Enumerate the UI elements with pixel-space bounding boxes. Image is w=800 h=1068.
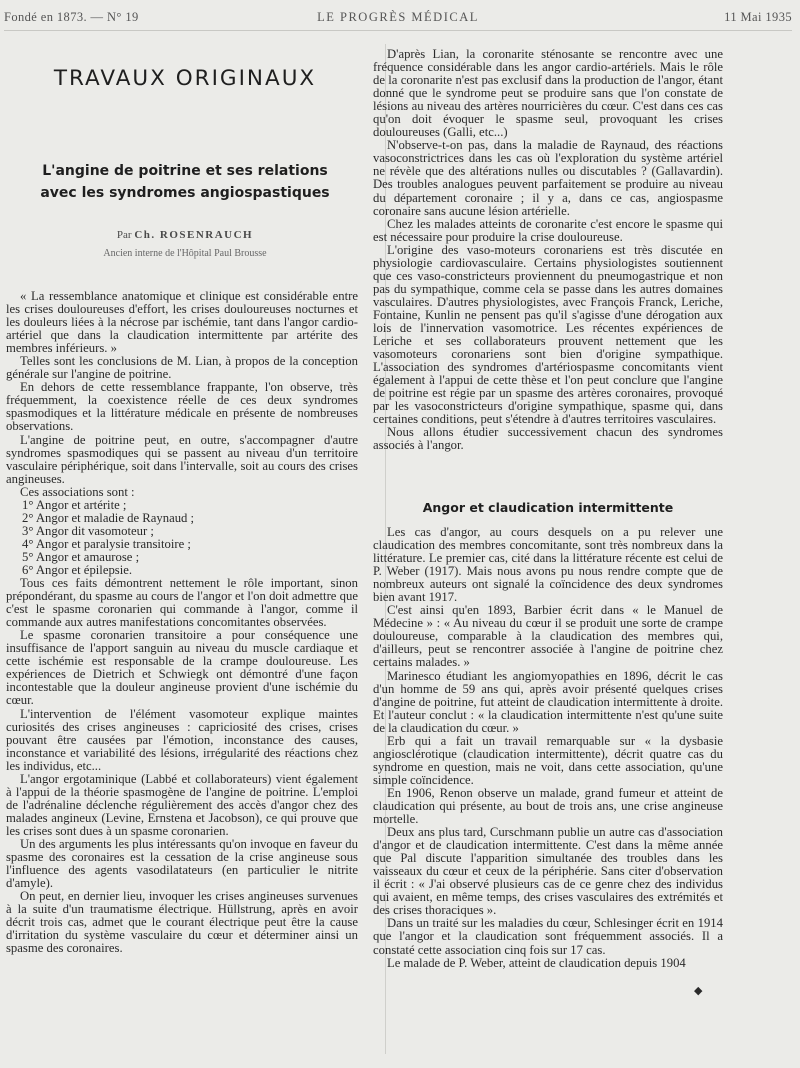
list-item: 3° Angor dit vasomoteur ; — [22, 523, 154, 538]
paragraph: C'est ainsi qu'en 1893, Barbier écrit dans « le Manuel de Médecine » : « Au niveau du cœur il se produit une sorte de crampe douloureuse, comparable à la claudication des membres qui, d'ailleurs, peut se rencontrer associée à l'angine de poitrine chez certains malades. » — [373, 603, 723, 670]
byline-prefix: Par — [116, 229, 132, 241]
running-header — [4, 8, 792, 31]
paragraph: En 1906, Renon observe un malade, grand fumeur et atteint de claudication qui présente, au bout de trois ans, une crise angineuse mortelle. — [373, 785, 723, 827]
paragraph: Marinesco étudiant les angiomyopathies en 1896, décrit le cas d'un homme de 59 ans qui, après avoir présenté quelques crises d'angine de poitrine, fut atteint de claudication intermittente à droite. Et l'auteur conclut : « la claudication intermittente n'est qu'une suite de la claudication du cœur. » — [373, 668, 723, 735]
paragraph: Le spasme coronarien transitoire a pour conséquence une insuffisance de l'apport sanguin au niveau du muscle cardiaque et cette ischémie est responsable de la crampe douloureuse. Les expériences de Dietrich et Schwiegk ont démontré d'une façon incontestable que la douleur angineuse provient d'une ischémie du cœur. — [6, 628, 358, 708]
author-affiliation: Ancien interne de l'Hôpital Paul Brousse — [103, 248, 267, 259]
journal-title: LE PROGRÈS MÉDICAL — [317, 10, 479, 24]
section-title: TRAVAUX ORIGINAUX — [53, 66, 317, 91]
paragraph: L'angor ergotaminique (Labbé et collaborateurs) vient également à l'appui de la théorie spasmogène de l'angine de poitrine. L'emploi de l'adrénaline déclenche régulièrement des accès d'angor chez des malades angineux (Levine, Ernstena et Jacobson), ce qui prouve que les crises sont dues à un spasme coronarien. — [6, 771, 358, 838]
founded-issue: Fondé en 1873. — N° 19 — [4, 10, 139, 24]
article-title-line-1: L'angine de poitrine et ses relations — [42, 163, 328, 179]
paragraph: D'après Lian, la coronarite sténosante se rencontre avec une fréquence considérable dans les angor cardio-artériels. Mais le rôle de la coronarite n'est pas exclusif dans la production de l'angor, étant donné que le syndrome peut se produire sans que l'on constate de lésions au niveau des artères nourricières du cœur. C'est dans ces cas qu'on doit évoquer le spasme seul, provoquant les crises douloureuses (Galli, etc...) — [373, 47, 723, 140]
paragraph: Telles sont les conclusions de M. Lian, à propos de la conception générale sur l'angine de poitrine. — [6, 354, 358, 382]
paragraph: En dehors de cette ressemblance frappante, l'on observe, très fréquemment, la coexistence réelle de ces deux syndromes spasmodiques et la littérature médicale en présente de nombreuses observations. — [6, 380, 358, 434]
paragraph: Dans un traité sur les maladies du cœur, Schlesinger écrit en 1914 que l'angor et la claudication sont fréquemment associés. Il a constaté cette association cinq fois sur 17 cas. — [373, 916, 723, 957]
paragraph: On peut, en dernier lieu, invoquer les crises angineuses survenues à la suite d'un traumatisme électrique. Hüllstrung, après en avoir décrit trois cas, admet que le courant électrique peut être la cause d'irritation du système vasculaire du cœur et déterminer ainsi un spasme des coronaires. — [6, 889, 358, 956]
paragraph: Tous ces faits démontrent nettement le rôle important, sinon prépondérant, du spasme au cours de l'angor et l'on doit admettre que c'est le spasme coronarien qui commande à l'angor, comme il commande aux autres manifestations concomitantes observées. — [6, 576, 358, 630]
list-item: 5° Angor et amaurose ; — [22, 549, 140, 564]
article-title — [10, 160, 360, 204]
paragraph: Un des arguments les plus intéressants qu'on invoque en faveur du spasme des coronaires est la cessation de la crise angineuse sous l'influence des agents vasodilatateurs (en particulier le nitrite d'amyle). — [6, 836, 358, 891]
paragraph: Chez les malades atteints de coronarite c'est encore le spasme qui est nécessaire pour produire la crise douloureuse. — [373, 216, 723, 244]
paragraph: Deux ans plus tard, Curschmann publie un autre cas d'association d'angor et de claudication intermittente. C'est dans la même année que Pal discute l'apparition simultanée des troubles dans les vaisseaux du cœur et ceux de la périphérie. Sans citer d'observation il écrit : « J'ai observé plusieurs cas de ce genre chez des individus qui avaient, en même temps, des crises vasculaires des extrémités et des crises thoraciques ». — [373, 825, 723, 918]
opening-quote: « La ressemblance anatomique et clinique est considérable entre les crises douloureuses d'effort, les crises douloureuses nocturnes et les douleurs liées à la nécrose par ischémie, tant dans l'angor cardio-artériel que dans la claudication intermittente par artérite des membres inférieurs. » — [6, 289, 358, 356]
list-item: 6° Angor et épilepsie. — [22, 562, 133, 577]
right-column-bottom — [373, 526, 723, 970]
subsection-heading: Angor et claudication intermittente — [422, 500, 674, 515]
list-item: 1° Angor et artérite ; — [22, 497, 127, 512]
list-item: 4° Angor et paralysie transitoire ; — [22, 536, 191, 551]
paragraph: N'observe-t-on pas, dans la maladie de Raynaud, des réactions vasoconstrictrices dans les cas où l'exploration du système artériel ne révèle que des altérations nulles ou discutables ? (Gallavardin). Des troubles analogues peuvent parfaitement se produire au niveau du département coronaire ; il y a, dans ce cas, angiospasme coronaire sans aucune lésion artérielle. — [373, 138, 723, 218]
paragraph: Le malade de P. Weber, atteint de claudication depuis 1904 — [387, 955, 686, 970]
paragraph: Erb qui a fait un travail remarquable sur « la dysbasie angiosclérotique (claudication intermittente), décrit quatre cas du syndrome en question, mais ne voit, dans cette association, qu'une simple coïncidence. — [373, 733, 723, 787]
author-name: Ch. ROSENRAUCH — [134, 229, 254, 241]
list-item: 2° Angor et maladie de Raynaud ; — [22, 510, 195, 525]
end-mark: ◆ — [694, 985, 703, 997]
paragraph: L'intervention de l'élément vasomoteur explique maintes curiosités des crises angineuses : capriciosité des crises, crises pouvant être causées par l'émotion, inconstance des causes, inconstance et variabilité des lésions, irrégularité des réactions chez les individus, etc... — [6, 706, 358, 773]
issue-date: 11 Mai 1935 — [724, 10, 792, 24]
paragraph: Nous allons étudier successivement chacun des syndromes associés à l'angor. — [373, 425, 723, 453]
list-intro: Ces associations sont : — [20, 484, 135, 499]
article-title-line-2: avec les syndromes angiospastiques — [40, 185, 330, 201]
association-list — [6, 499, 358, 577]
byline — [10, 229, 360, 241]
right-column-top — [373, 48, 723, 452]
paragraph: L'origine des vaso-moteurs coronariens est très discutée en physiologie cardiovasculaire. Certains physiologistes soutiennent que ces vaso-constricteurs proviennent du pneumogastrique et non pas du sympathique, comme cela se passe dans les autres domaines vasculaires. D'autres physiologistes, avec François Franck, Leriche, Fontaine, Kunlin ne pensent pas qu'il s'agisse d'une dérogation aux lois de l'innervation vasomotrice. Les récentes expériences de Leriche et ses collaborateurs prouvent nettement que les vasomoteurs coronariens sont bien d'origine sympathique. L'association des syndromes d'artériospasme concomitants vient également à l'appui de cette thèse et l'on peut conclure que l'angine de poitrine est régie par un spasme des artères coronaires, provoqué par les vasoconstricteurs d'origine sympathique, spasme qui, dans certaines conditions, peut s'étendre à d'autres territoires vasculaires. — [373, 242, 723, 427]
paragraph: Les cas d'angor, au cours desquels on a pu relever une claudication des membres concomitante, sont très nombreux dans la littérature. Le premier cas, cité dans la littérature récente est celui de P. Weber (1917). Mais nous avons pu nous rendre compte que de nombreux auteurs ont signalé la coïncidence des deux syndromes bien avant 1917. — [373, 525, 723, 605]
left-column-quote — [6, 290, 358, 955]
paragraph: L'angine de poitrine peut, en outre, s'accompagner d'autre syndromes spasmodiques qui se passent au niveau d'un territoire vasculaire périphérique, soit dans l'intervalle, soit au cours des crises angineuses. — [6, 432, 358, 486]
